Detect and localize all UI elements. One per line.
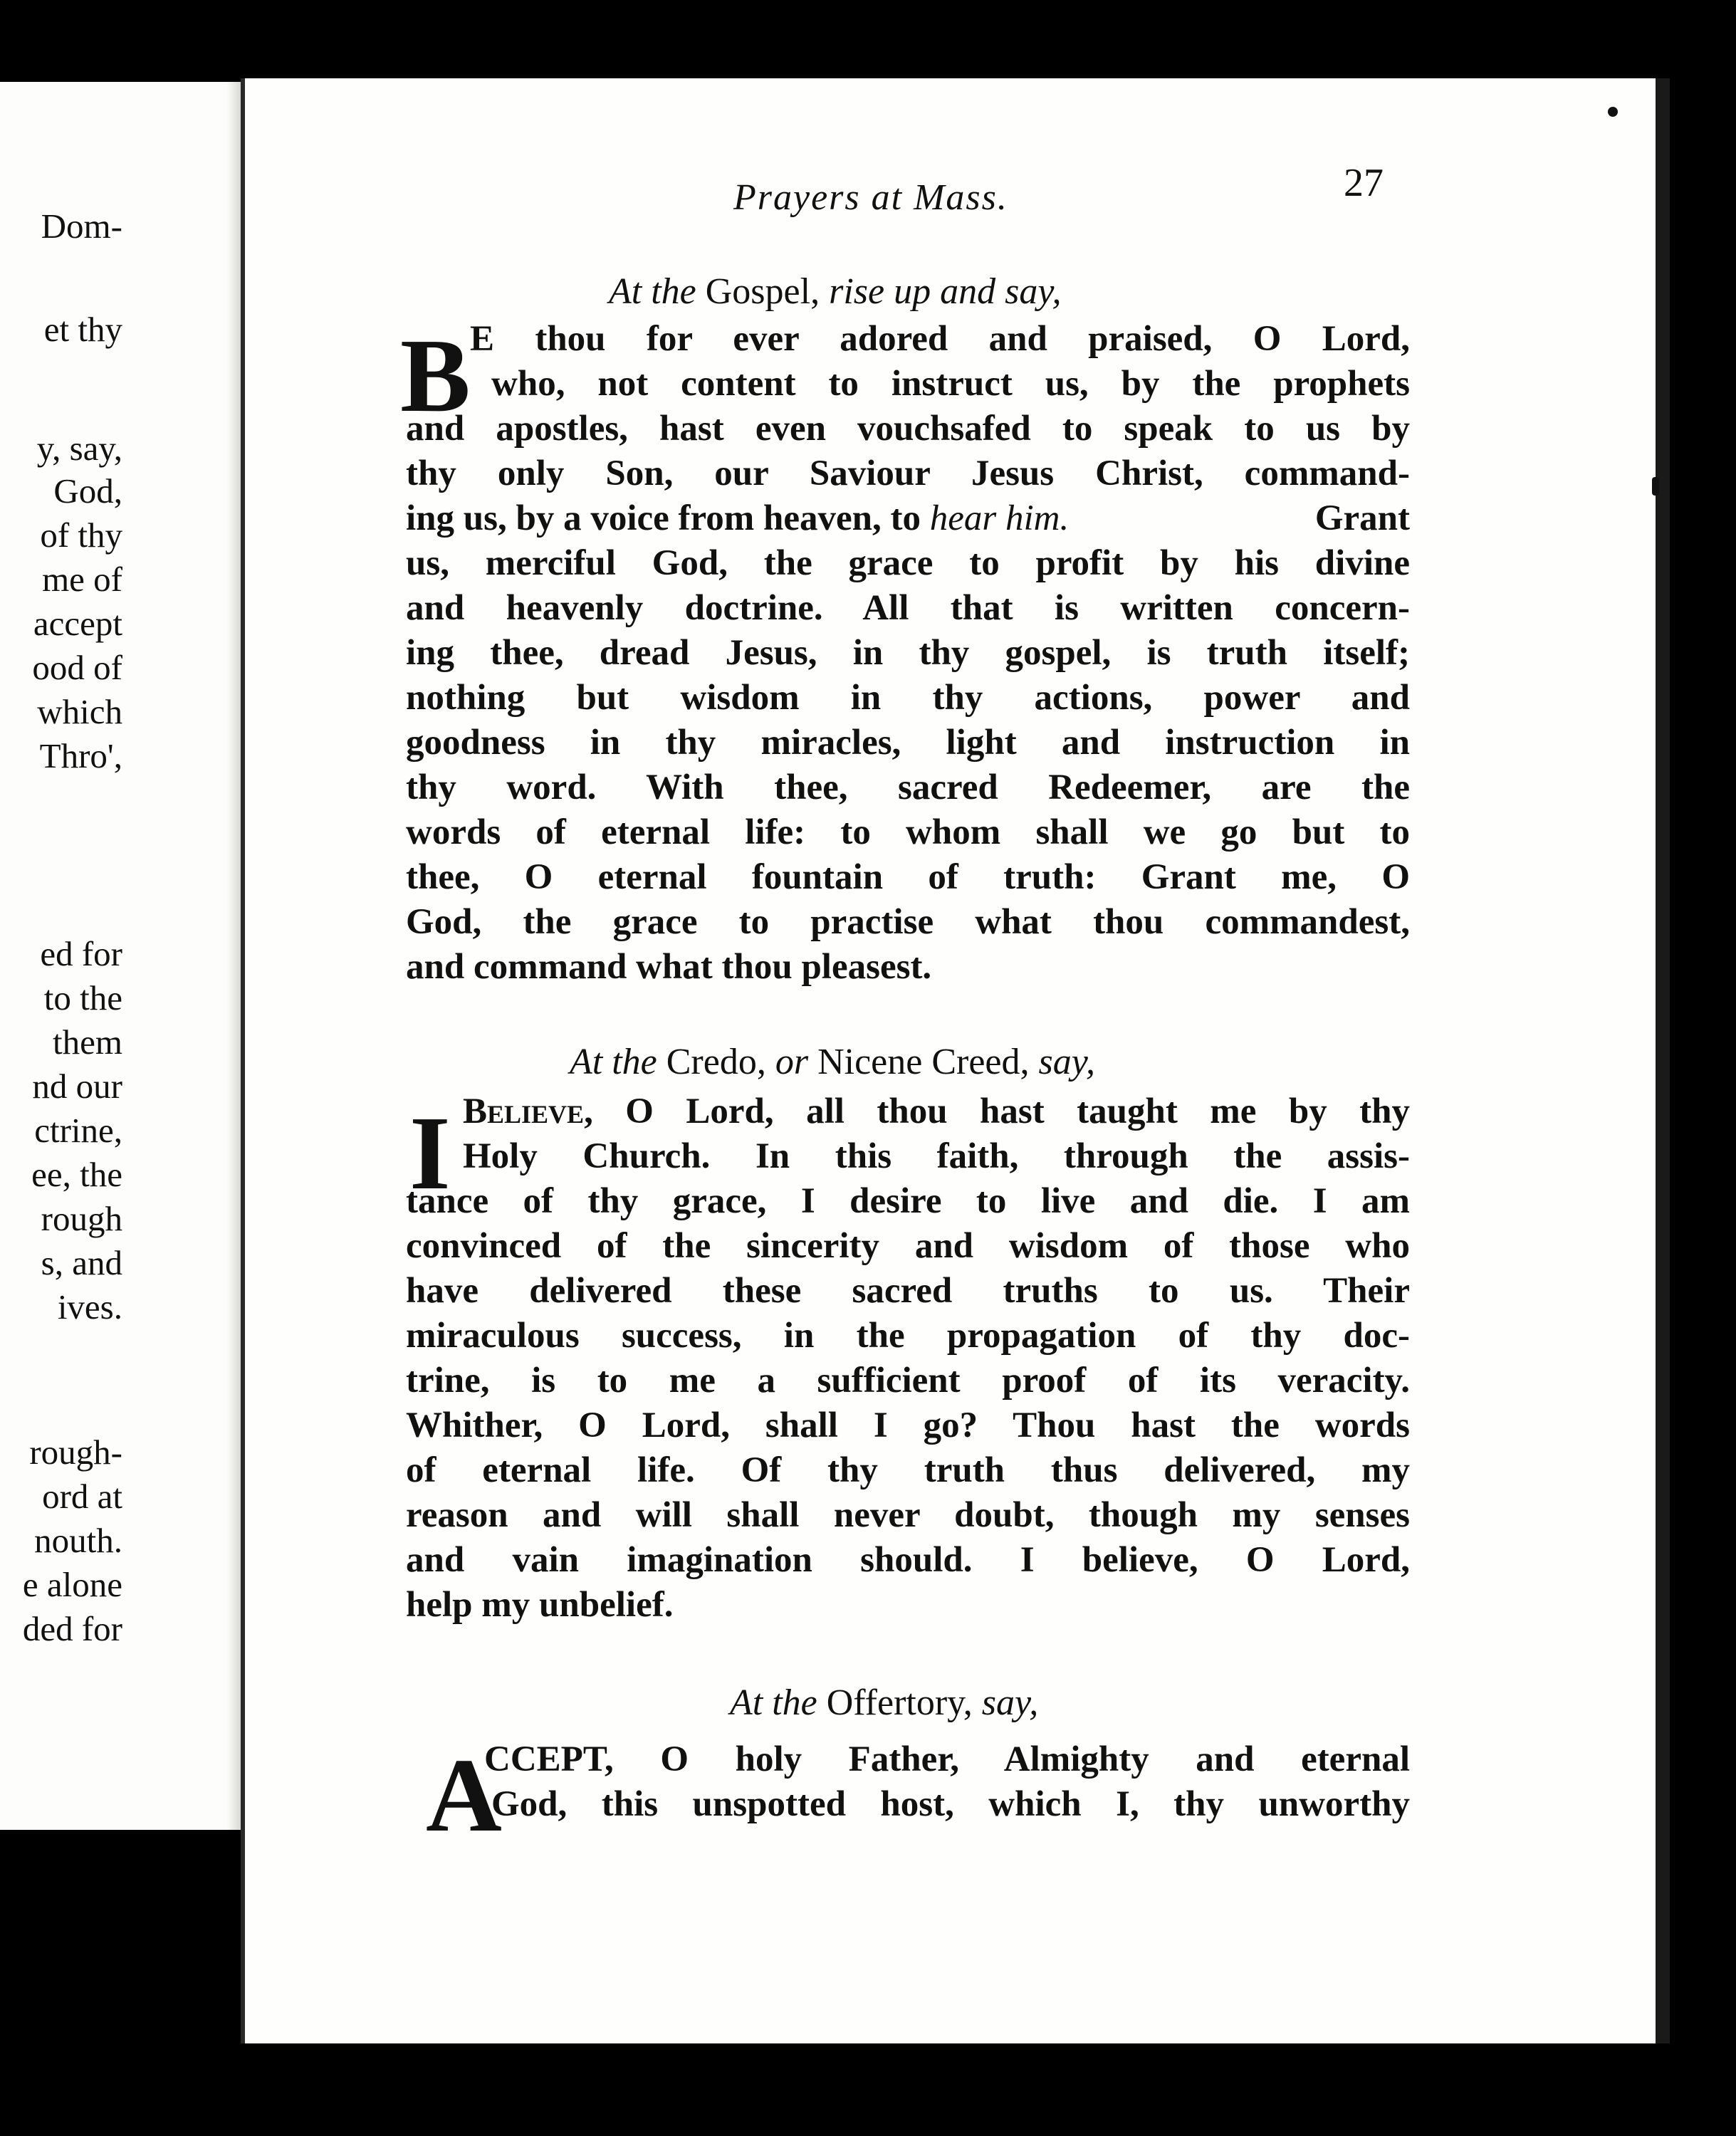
rubric-gospel [609, 269, 1062, 315]
text-line: convinced of the sincerity and wisdom of those who [406, 1226, 1410, 1266]
rubric-main: Credo, [666, 1042, 766, 1082]
fragment-line: s, and [41, 1243, 122, 1282]
drop-cap: A [426, 1737, 502, 1854]
ink-speck [1652, 477, 1659, 496]
rubric-main: Offertory, [826, 1682, 973, 1723]
gospel-prayer [406, 317, 1410, 990]
fragment-line: ee, the [31, 1155, 122, 1194]
text-line: and heavenly doctrine. All that is written concern- [406, 588, 1410, 628]
text-line: goodness in thy miracles, light and instruction in [406, 723, 1410, 763]
fragment-line: accept [33, 604, 122, 643]
rubric-pre: At the [730, 1682, 817, 1723]
text-line: us, merciful God, the grace to profit by his divine [406, 543, 1410, 583]
fragment-line: ood of [32, 648, 122, 687]
fragment-line: ded for [22, 1609, 122, 1648]
fragment-line: rough- [29, 1433, 122, 1472]
fragment-line: them [53, 1022, 122, 1062]
ink-speck [1608, 107, 1618, 117]
previous-page-fragment [0, 82, 241, 1830]
text-line: who, not content to instruct us, by the prophets [491, 364, 1410, 404]
credo-prayer [406, 1089, 1410, 1628]
text-span: O Lord, all thou hast taught me by thy [625, 1091, 1411, 1131]
text-line: of eternal life. Of thy truth thus delivered, my [406, 1450, 1410, 1490]
text-line: CCEPT, O holy Father, Almighty and eternal [484, 1739, 1410, 1779]
rubric-post: say, [1038, 1042, 1095, 1082]
fragment-line: nd our [32, 1067, 122, 1106]
text-span: ing us, by a voice from heaven, to [406, 498, 921, 538]
text-line: have delivered these sacred truths to us. Their [406, 1271, 1410, 1311]
text-line: Holy Church. In this faith, through the assis- [463, 1136, 1410, 1176]
text-line: E thou for ever adored and praised, O Lord, [470, 319, 1410, 359]
text-line: thy only Son, our Saviour Jesus Christ, command- [406, 454, 1410, 493]
italic-phrase: hear him. [929, 498, 1070, 538]
rubric-offertory [730, 1680, 1038, 1726]
fragment-line: Dom- [41, 206, 122, 246]
text-line: and vain imagination should. I believe, O Lord, [406, 1540, 1410, 1580]
page-edge [1656, 78, 1670, 2043]
text-line: help my unbelief. [406, 1585, 674, 1625]
fragment-line: ives. [57, 1287, 122, 1326]
fragment-line: ed for [40, 934, 122, 973]
text-line: thee, O eternal fountain of truth: Grant me, O [406, 857, 1410, 897]
running-head: Prayers at Mass. [733, 177, 1008, 218]
text-line: trine, is to me a sufficient proof of its veracity. [406, 1361, 1410, 1401]
fragment-line: me of [42, 560, 122, 599]
drop-cap: B [400, 318, 471, 434]
text-line: reason and will shall never doubt, though my senses [406, 1495, 1410, 1535]
text-line: nothing but wisdom in thy actions, power and [406, 678, 1410, 718]
fragment-line: which [37, 692, 122, 731]
rubric-main: Gospel, [705, 271, 820, 312]
text-line: tance of thy grace, I desire to live and die. I am [406, 1181, 1410, 1221]
rubric-pre: At the [609, 271, 696, 312]
text-line: Whither, O Lord, shall I go? Thou hast the words [406, 1405, 1410, 1445]
text-line: ing thee, dread Jesus, in thy gospel, is truth itself; [406, 633, 1410, 673]
fragment-line: et thy [43, 310, 122, 349]
fragment-line: rough [41, 1199, 122, 1238]
text-line: and command what thou pleasest. [406, 947, 932, 987]
fragment-line: e alone [22, 1565, 122, 1604]
rubric-pre: At the [570, 1042, 657, 1082]
rubric-credo [570, 1040, 1095, 1085]
text-line: thy word. With thee, sacred Redeemer, are the [406, 768, 1410, 807]
fragment-line: nouth. [34, 1521, 122, 1560]
text-line: words of eternal life: to whom shall we go but to [406, 812, 1410, 852]
text-span: Grant [1314, 498, 1410, 538]
fragment-line: ctrine, [34, 1111, 122, 1150]
text-line [406, 496, 1410, 541]
rubric-or: or [775, 1042, 809, 1082]
page-number: 27 [1344, 161, 1384, 205]
text-line: God, this unspotted host, which I, thy unworthy [491, 1784, 1410, 1824]
fragment-line: to the [43, 978, 122, 1017]
text-line: God, the grace to practise what thou commandest, [406, 902, 1410, 942]
drop-cap: I [409, 1095, 451, 1212]
small-caps-word: Believe, [463, 1091, 593, 1131]
fragment-line: of thy [40, 515, 122, 555]
fragment-line: y, say, [36, 429, 122, 468]
offertory-prayer [406, 1737, 1410, 1827]
fragment-line: ord at [42, 1477, 122, 1516]
fragment-line: God, [53, 471, 122, 511]
fragment-line: Thro', [39, 736, 122, 775]
text-line: miraculous success, in the propagation of thy doc- [406, 1316, 1410, 1356]
rubric-main2: Nicene Creed, [817, 1042, 1030, 1082]
rubric-post: rise up and say, [829, 271, 1062, 312]
text-line [406, 1089, 1410, 1134]
rubric-post: say, [981, 1682, 1039, 1723]
text-line: and apostles, hast even vouchsafed to speak to us by [406, 409, 1410, 449]
